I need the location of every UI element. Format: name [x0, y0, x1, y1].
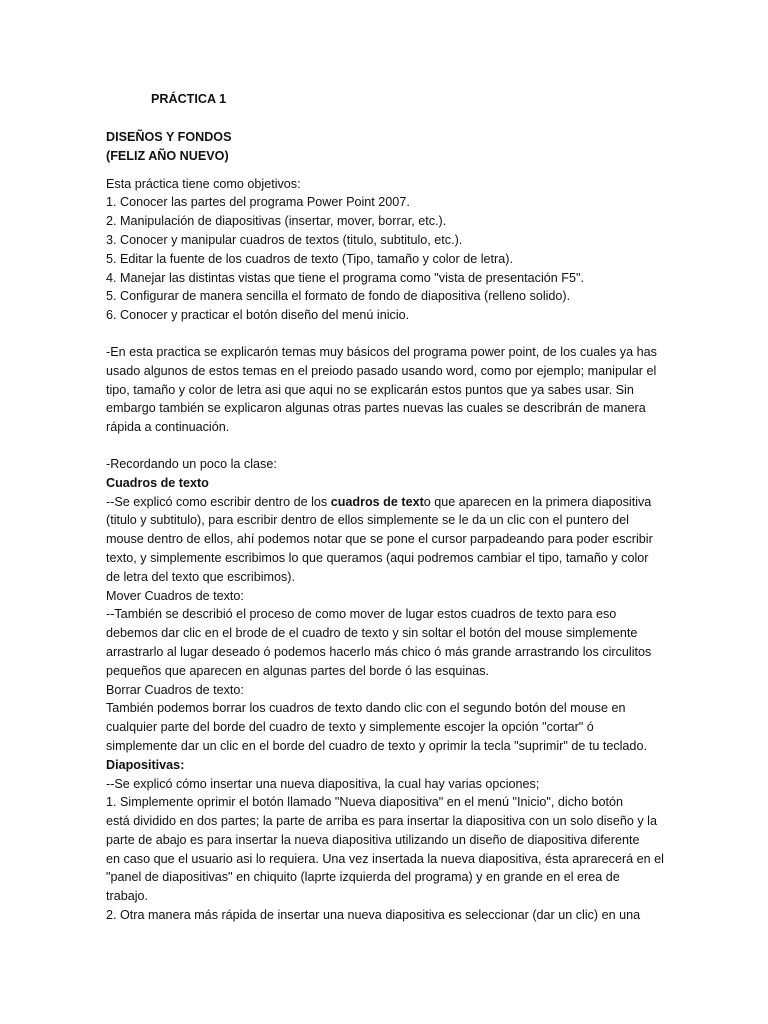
intro-line: rápida a continuación. — [106, 420, 230, 435]
diapositivas-heading: Diapositivas: — [106, 757, 185, 772]
cuadros-line: mouse dentro de ellos, ahí podemos notar que se pone el cursor parpadeando para poder escribir — [106, 532, 653, 547]
borrar-line: simplemente dar un clic en el borde del cuadro de texto y oprimir la tecla "suprimir" de tu teclado. — [106, 738, 647, 753]
cuadros-text-after: o que aparecen en la primera diapositiva — [423, 494, 652, 509]
objectives-block — [106, 175, 666, 325]
page-title: PRÁCTICA 1 — [151, 92, 227, 106]
intro-paragraph — [106, 343, 666, 437]
objective-item: 5. Configurar de manera sencilla el formato de fondo de diapositiva (relleno solido). — [106, 289, 571, 304]
section-heading-line-1: DISEÑOS Y FONDOS — [106, 130, 232, 144]
objective-item: 3. Conocer y manipular cuadros de textos (titulo, subtitulo, etc.). — [106, 232, 463, 247]
cuadros-first-line — [106, 493, 666, 512]
cuadros-text-before: --Se explicó como escribir dentro de los — [106, 494, 331, 509]
section-heading-line-2: (FELIZ AÑO NUEVO) — [106, 148, 229, 163]
cuadros-line: de letra del texto que escribimos). — [106, 569, 295, 584]
diapositivas-line: está dividido en dos partes; la parte de arriba es para insertar la diapositiva con un solo diseño y la — [106, 814, 657, 829]
diapositivas-line: --Se explicó cómo insertar una nueva diapositiva, la cual hay varias opciones; — [106, 776, 540, 791]
mover-line: debemos dar clic en el brode de el cuadro de texto y sin soltar el botón del mouse simplemente — [106, 626, 638, 641]
mover-line: arrastrarlo al lugar deseado ó podemos hacerlo más chico ó más grande arrastrando los circulitos — [106, 644, 652, 659]
cuadros-line: texto, y simplemente escribimos lo que queramos (aqui podremos cambiar el tipo, tamaño y color — [106, 550, 649, 565]
document-body — [106, 90, 666, 925]
mover-line: pequeños que aparecen en algunas partes del borde ó las esquinas. — [106, 663, 489, 678]
borrar-heading: Borrar Cuadros de texto: — [106, 682, 244, 697]
cuadros-text-bold: cuadros de text — [330, 494, 424, 509]
mover-heading: Mover Cuadros de texto: — [106, 588, 244, 603]
objectives-intro: Esta práctica tiene como objetivos: — [106, 176, 301, 191]
recap-line: -Recordando un poco la clase: — [106, 456, 277, 471]
diapositivas-line: 2. Otra manera más rápida de insertar una nueva diapositiva es seleccionar (dar un clic) en una — [106, 908, 641, 923]
diapositivas-line: trabajo. — [106, 889, 149, 904]
borrar-line: cualquier parte del borde del cuadro de texto y simplemente escojer la opción "cortar" ó — [106, 720, 594, 735]
intro-line: tipo, tamaño y color de letra asi que aqui no se explicarán estos puntos que ya sabes usar. Sin — [106, 382, 634, 397]
borrar-line: También podemos borrar los cuadros de texto dando clic con el segundo botón del mouse en — [106, 701, 626, 716]
diapositivas-line: "panel de diapositivas" en chiquito (laprte izquierda del programa) y en grande en el erea de — [106, 870, 620, 885]
intro-line: embargo también se explicaron algunas otras partes nuevas las cuales se describrán de manera — [106, 401, 646, 416]
diapositivas-line: en caso que el usuario asi lo requiera. Una vez insertada la nueva diapositiva, ésta aprarecerá en el — [106, 851, 664, 866]
cuadros-heading: Cuadros de texto — [106, 475, 209, 490]
cuadros-line: (titulo y subtitulo), para escribir dentro de ellos simplemente se le da un clic con el puntero del — [106, 513, 629, 528]
diapositivas-line: 1. Simplemente oprimir el botón llamado "Nueva diapositiva" en el menú "Inicio", dicho botón — [106, 795, 624, 810]
diapositivas-line: parte de abajo es para insertar la nueva diapositiva utilizando un diseño de diapositiva diferente — [106, 832, 640, 847]
objective-item: 4. Manejar las distintas vistas que tiene el programa como "vista de presentación F5". — [106, 270, 584, 285]
objective-item: 1. Conocer las partes del programa Power Point 2007. — [106, 195, 410, 210]
objective-item: 2. Manipulación de diapositivas (insertar, mover, borrar, etc.). — [106, 214, 447, 229]
intro-line: usado algunos de estos temas en el preiodo pasado usando word, como por ejemplo; manipular el — [106, 363, 657, 378]
objective-item: 5. Editar la fuente de los cuadros de texto (Tipo, tamaño y color de letra). — [106, 251, 513, 266]
objective-item: 6. Conocer y practicar el botón diseño del menú inicio. — [106, 308, 410, 323]
mover-line: --También se describió el proceso de como mover de lugar estos cuadros de texto para eso — [106, 607, 617, 622]
intro-line: -En esta practica se explicarón temas muy básicos del programa power point, de los cuales ya has — [106, 344, 657, 359]
